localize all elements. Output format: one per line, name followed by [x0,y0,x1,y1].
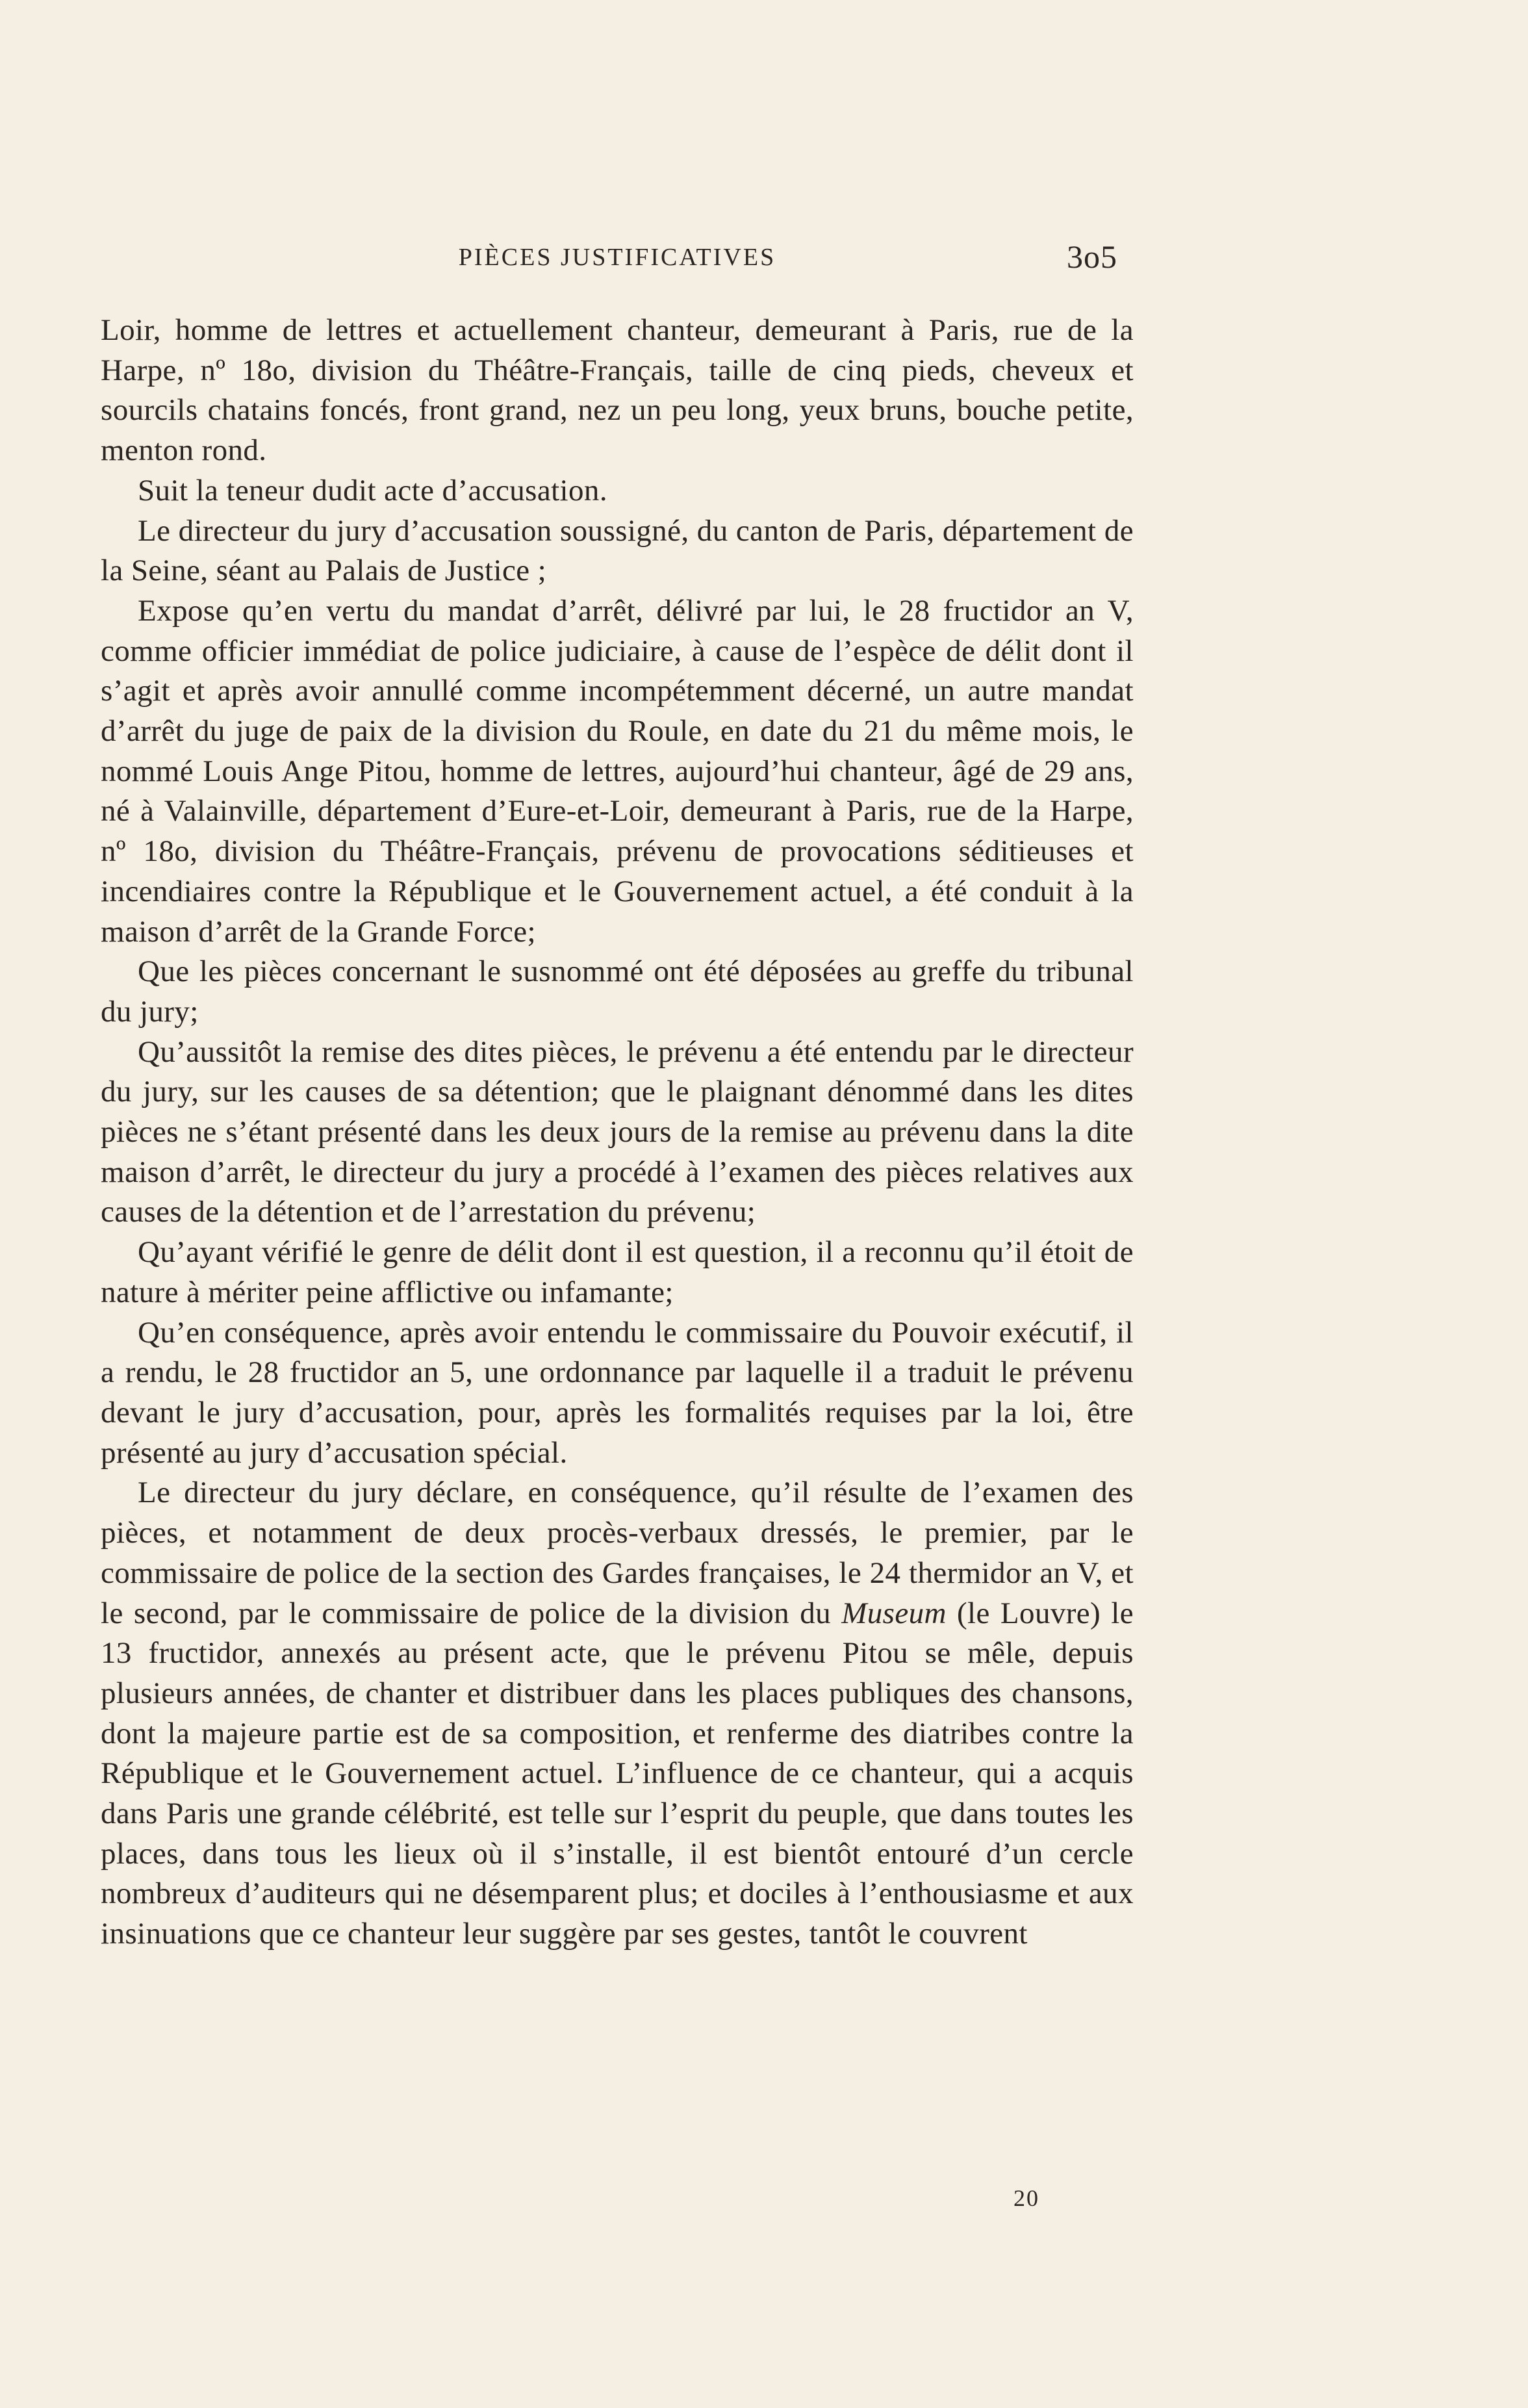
paragraph-3: Le directeur du jury d’accusation soussigné, du canton de Paris, département de la Seine, séant au Palais de Justice ; [101,513,1134,588]
paragraph-7: Qu’ayant vérifié le genre de délit dont il est question, il a reconnu qu’il étoit de nature à mériter peine afflictive ou infamante; [101,1235,1134,1309]
paragraph-5: Que les pièces concernant le susnommé ont été déposées au greffe du tribunal du jury; [101,954,1134,1029]
paragraph-9-part-2: (le Louvre) le 13 fructidor, annexés au présent acte, que le prévenu Pitou se mêle, depuis plusieurs années, de chanter et distribuer dans les places publiques des chansons, dont la majeure partie est de sa composition, et renferme des diatribes contre la République et le Gouvernement actuel. L’influence de ce chanteur, qui a acquis dans Paris une grande célébrité, est telle sur l’esprit du peuple, que dans toutes les places, dans tous les lieux où il s’installe, il est bientôt entouré d’un cercle nombreux d’auditeurs qui ne désemparent plus; et dociles à l’enthousiasme et aux insinuations que ce chanteur leur suggère par ses gestes, tantôt le couvrent [101,1596,1134,1951]
page-number: 3o5 [1067,238,1117,275]
paragraph-9-italic: Museum [841,1596,947,1630]
paragraph-9-part-1: Le directeur du jury déclare, en conséquence, qu’il résulte de l’examen des pièces, et notamment de deux procès-verbaux dressés, le premier, par le commissaire de police de la section des Gardes françaises, le 24 thermidor an V, et le second, par le commissaire de police de la division du [101,1476,1134,1630]
body-text [101,311,1134,1954]
paragraph-6: Qu’aussitôt la remise des dites pièces, le prévenu a été entendu par le directeur du jury, sur les causes de sa détention; que le plaignant dénommé dans les dites pièces ne s’étant présenté dans les deux jours de la remise au prévenu dans la dite maison d’arrêt, le directeur du jury a procédé à l’examen des pièces relatives aux causes de la détention et de l’arrestation du prévenu; [101,1034,1134,1229]
paragraph-1: Loir, homme de lettres et actuellement chanteur, demeurant à Paris, rue de la Harpe, nº 18o, division du Théâtre-Français, taille de cinq pieds, cheveux et sourcils chatains foncés, front grand, nez un peu long, yeux bruns, bouche petite, menton rond. [101,313,1134,468]
running-title: PIÈCES JUSTIFICATIVES [458,244,776,271]
running-head [101,238,1134,277]
paragraph-8: Qu’en conséquence, après avoir entendu le commissaire du Pouvoir exécutif, il a rendu, le 28 fructidor an 5, une ordonnance par laquelle il a traduit le prévenu devant le jury d’accusation, pour, après les formalités requises par la loi, être présenté au jury d’accusation spécial. [101,1315,1134,1470]
paragraph-9 [101,1473,1134,1954]
paragraph-2: Suit la teneur dudit acte d’accusation. [138,473,607,507]
paragraph-4: Expose qu’en vertu du mandat d’arrêt, délivré par lui, le 28 fructidor an V, comme officier immédiat de police judiciaire, à cause de l’espèce de délit dont il s’agit et après avoir annullé comme incompétemment décerné, un autre mandat d’arrêt du juge de paix de la division du Roule, en date du 21 du même mois, le nommé Louis Ange Pitou, homme de lettres, aujourd’hui chanteur, âgé de 29 ans, né à Valainville, département d’Eure-et-Loir, demeurant à Paris, rue de la Harpe, nº 18o, division du Théâtre-Français, prévenu de provocations séditieuses et incendiaires contre la République et le Gouvernement actuel, a été conduit à la maison d’arrêt de la Grande Force; [101,593,1134,949]
signature-mark: 20 [1013,2185,1039,2211]
